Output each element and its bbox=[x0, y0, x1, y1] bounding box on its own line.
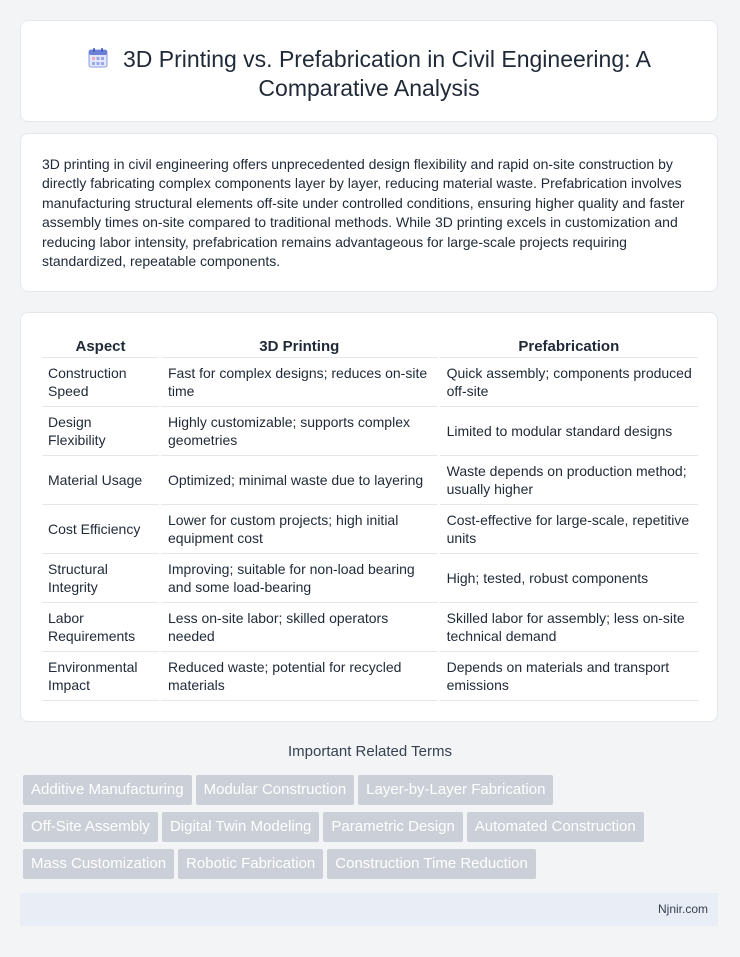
aspect-cell: Design Flexibility bbox=[42, 407, 160, 456]
title-card bbox=[20, 20, 718, 122]
table-row bbox=[42, 505, 698, 554]
tag-row bbox=[23, 849, 723, 886]
prefabrication-cell: High; tested, robust components bbox=[439, 554, 698, 603]
prefabrication-cell: Skilled labor for assembly; less on-site technical demand bbox=[439, 603, 698, 652]
aspect-cell: Construction Speed bbox=[42, 358, 160, 407]
tag-modular-construction[interactable]: Modular Construction bbox=[196, 775, 355, 805]
3d-printing-cell: Lower for custom projects; high initial equipment cost bbox=[160, 505, 439, 554]
page-title: 3D Printing vs. Prefabrication in Civil Engineering: A Comparative Analysis bbox=[123, 46, 651, 101]
tag-construction-time-reduction[interactable]: Construction Time Reduction bbox=[327, 849, 536, 879]
page-title-wrap bbox=[21, 45, 717, 103]
header-prefabrication: Prefabrication bbox=[439, 335, 698, 358]
3d-printing-cell: Highly customizable; supports complex geometries bbox=[160, 407, 439, 456]
3d-printing-cell: Fast for complex designs; reduces on-site time bbox=[160, 358, 439, 407]
table-row bbox=[42, 407, 698, 456]
tag-off-site-assembly[interactable]: Off-Site Assembly bbox=[23, 812, 158, 842]
aspect-cell: Environmental Impact bbox=[42, 652, 160, 701]
3d-printing-cell: Improving; suitable for non-load bearing and some load-bearing bbox=[160, 554, 439, 603]
comparison-table-card bbox=[20, 312, 718, 722]
tag-robotic-fabrication[interactable]: Robotic Fabrication bbox=[178, 849, 323, 879]
related-terms-title: Important Related Terms bbox=[288, 743, 452, 760]
footer-site[interactable]: Njnir.com bbox=[657, 902, 708, 916]
prefabrication-cell: Limited to modular standard designs bbox=[439, 407, 698, 456]
summary-card bbox=[20, 133, 718, 292]
prefabrication-cell: Depends on materials and transport emissions bbox=[439, 652, 698, 701]
tag-parametric-design[interactable]: Parametric Design bbox=[323, 812, 462, 842]
table-row bbox=[42, 652, 698, 701]
calendar-icon bbox=[87, 47, 109, 69]
table-row bbox=[42, 554, 698, 603]
tag-row bbox=[23, 812, 723, 849]
table-row bbox=[42, 358, 698, 407]
aspect-cell: Labor Requirements bbox=[42, 603, 160, 652]
3d-printing-cell: Less on-site labor; skilled operators needed bbox=[160, 603, 439, 652]
prefabrication-cell: Cost-effective for large-scale, repetitive units bbox=[439, 505, 698, 554]
aspect-cell: Material Usage bbox=[42, 456, 160, 505]
comparison-table bbox=[42, 335, 698, 701]
table-row bbox=[42, 603, 698, 652]
aspect-cell: Cost Efficiency bbox=[42, 505, 160, 554]
footer bbox=[20, 893, 718, 926]
prefabrication-cell: Waste depends on production method; usually higher bbox=[439, 456, 698, 505]
tag-layer-by-layer-fabrication[interactable]: Layer-by-Layer Fabrication bbox=[358, 775, 553, 805]
aspect-cell: Structural Integrity bbox=[42, 554, 160, 603]
prefabrication-cell: Quick assembly; components produced off-site bbox=[439, 358, 698, 407]
table-row bbox=[42, 456, 698, 505]
tag-additive-manufacturing[interactable]: Additive Manufacturing bbox=[23, 775, 192, 805]
tag-mass-customization[interactable]: Mass Customization bbox=[23, 849, 174, 879]
summary-text: 3D printing in civil engineering offers unprecedented design flexibility and rapid on-site construction by directly fabricating complex components layer by layer, reducing material waste. Prefabrication involves manufacturing structural elements off-site under controlled conditions, ensuring higher quality and faster assembly times on-site compared to traditional methods. While 3D printing excels in customization and reducing labor intensity, prefabrication remains advantageous for large-scale projects requiring standardized, repeatable components. bbox=[42, 156, 685, 270]
tag-row bbox=[23, 775, 723, 812]
3d-printing-cell: Reduced waste; potential for recycled materials bbox=[160, 652, 439, 701]
header-3d-printing: 3D Printing bbox=[160, 335, 439, 358]
table-header-row bbox=[42, 335, 698, 358]
3d-printing-cell: Optimized; minimal waste due to layering bbox=[160, 456, 439, 505]
tag-digital-twin-modeling[interactable]: Digital Twin Modeling bbox=[162, 812, 319, 842]
header-aspect: Aspect bbox=[42, 335, 160, 358]
tag-automated-construction[interactable]: Automated Construction bbox=[467, 812, 644, 842]
related-terms bbox=[23, 775, 723, 886]
